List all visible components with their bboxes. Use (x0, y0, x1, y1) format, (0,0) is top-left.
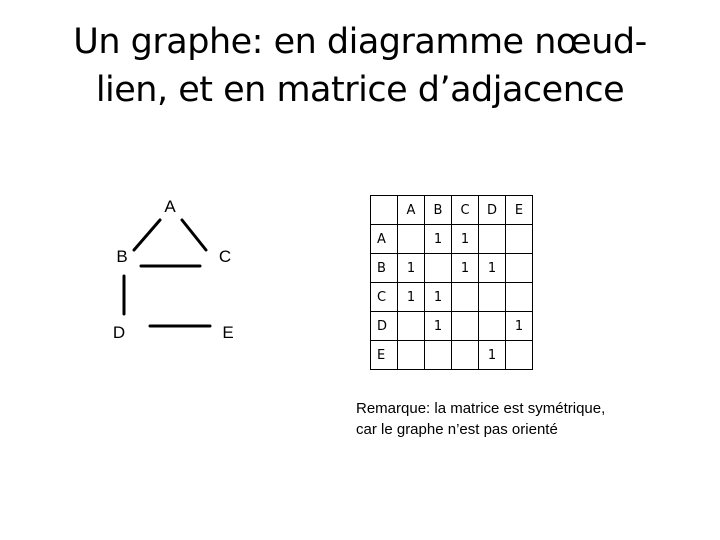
matrix-col-header: C (452, 196, 479, 225)
matrix-row (371, 283, 533, 312)
matrix-cell (452, 341, 479, 370)
matrix-header-row (371, 196, 533, 225)
graph-edges (124, 220, 210, 326)
matrix-cell (425, 254, 452, 283)
adjacency-matrix (370, 195, 533, 370)
matrix-cell: 1 (425, 283, 452, 312)
matrix-cell: 1 (506, 312, 533, 341)
matrix-cell (506, 254, 533, 283)
matrix-cell: 1 (479, 254, 506, 283)
matrix-row-header: E (371, 341, 398, 370)
matrix-row (371, 254, 533, 283)
node-d: D (112, 323, 126, 342)
matrix-row-header: D (371, 312, 398, 341)
edge-a-c (182, 220, 206, 250)
matrix-cell (452, 283, 479, 312)
node-c: C (218, 247, 232, 266)
matrix-cell: 1 (479, 341, 506, 370)
remark-line-1: Remarque: la matrice est symétrique, (356, 400, 606, 417)
matrix-row (371, 225, 533, 254)
matrix-row-header: B (371, 254, 398, 283)
matrix-cell: 1 (398, 254, 425, 283)
matrix-cell (506, 283, 533, 312)
matrix-cell: 1 (425, 312, 452, 341)
matrix-cell (398, 312, 425, 341)
matrix-col-header: A (398, 196, 425, 225)
remark-note (356, 398, 696, 440)
matrix-cell (398, 225, 425, 254)
matrix-cell (506, 341, 533, 370)
matrix-cell (452, 312, 479, 341)
graph-nodes (113, 197, 234, 342)
node-link-diagram (0, 0, 360, 400)
matrix-cell: 1 (398, 283, 425, 312)
matrix-cell (506, 225, 533, 254)
slide-title-line-2: lien, et en matrice d’adjacence (95, 70, 625, 110)
node-e: E (222, 323, 234, 342)
matrix-cell (479, 312, 506, 341)
slide-title-line-1: Un graphe: en diagramme nœud- (73, 22, 647, 62)
edge-a-b (134, 220, 160, 250)
matrix-row (371, 312, 533, 341)
matrix-col-header: D (479, 196, 506, 225)
matrix-cell: 1 (425, 225, 452, 254)
remark-line-2: car le graphe n’est pas orienté (356, 421, 558, 438)
matrix-row (371, 341, 533, 370)
matrix-col-header: E (506, 196, 533, 225)
matrix-row-header: C (371, 283, 398, 312)
matrix-cell (479, 225, 506, 254)
node-a: A (164, 197, 176, 216)
node-b: B (116, 247, 128, 266)
matrix-cell (479, 283, 506, 312)
matrix-cell: 1 (452, 225, 479, 254)
matrix-cell: 1 (452, 254, 479, 283)
matrix-row-header: A (371, 225, 398, 254)
matrix-col-header: B (425, 196, 452, 225)
matrix-cell (425, 341, 452, 370)
matrix-cell (398, 341, 425, 370)
matrix-corner-cell (371, 196, 398, 225)
